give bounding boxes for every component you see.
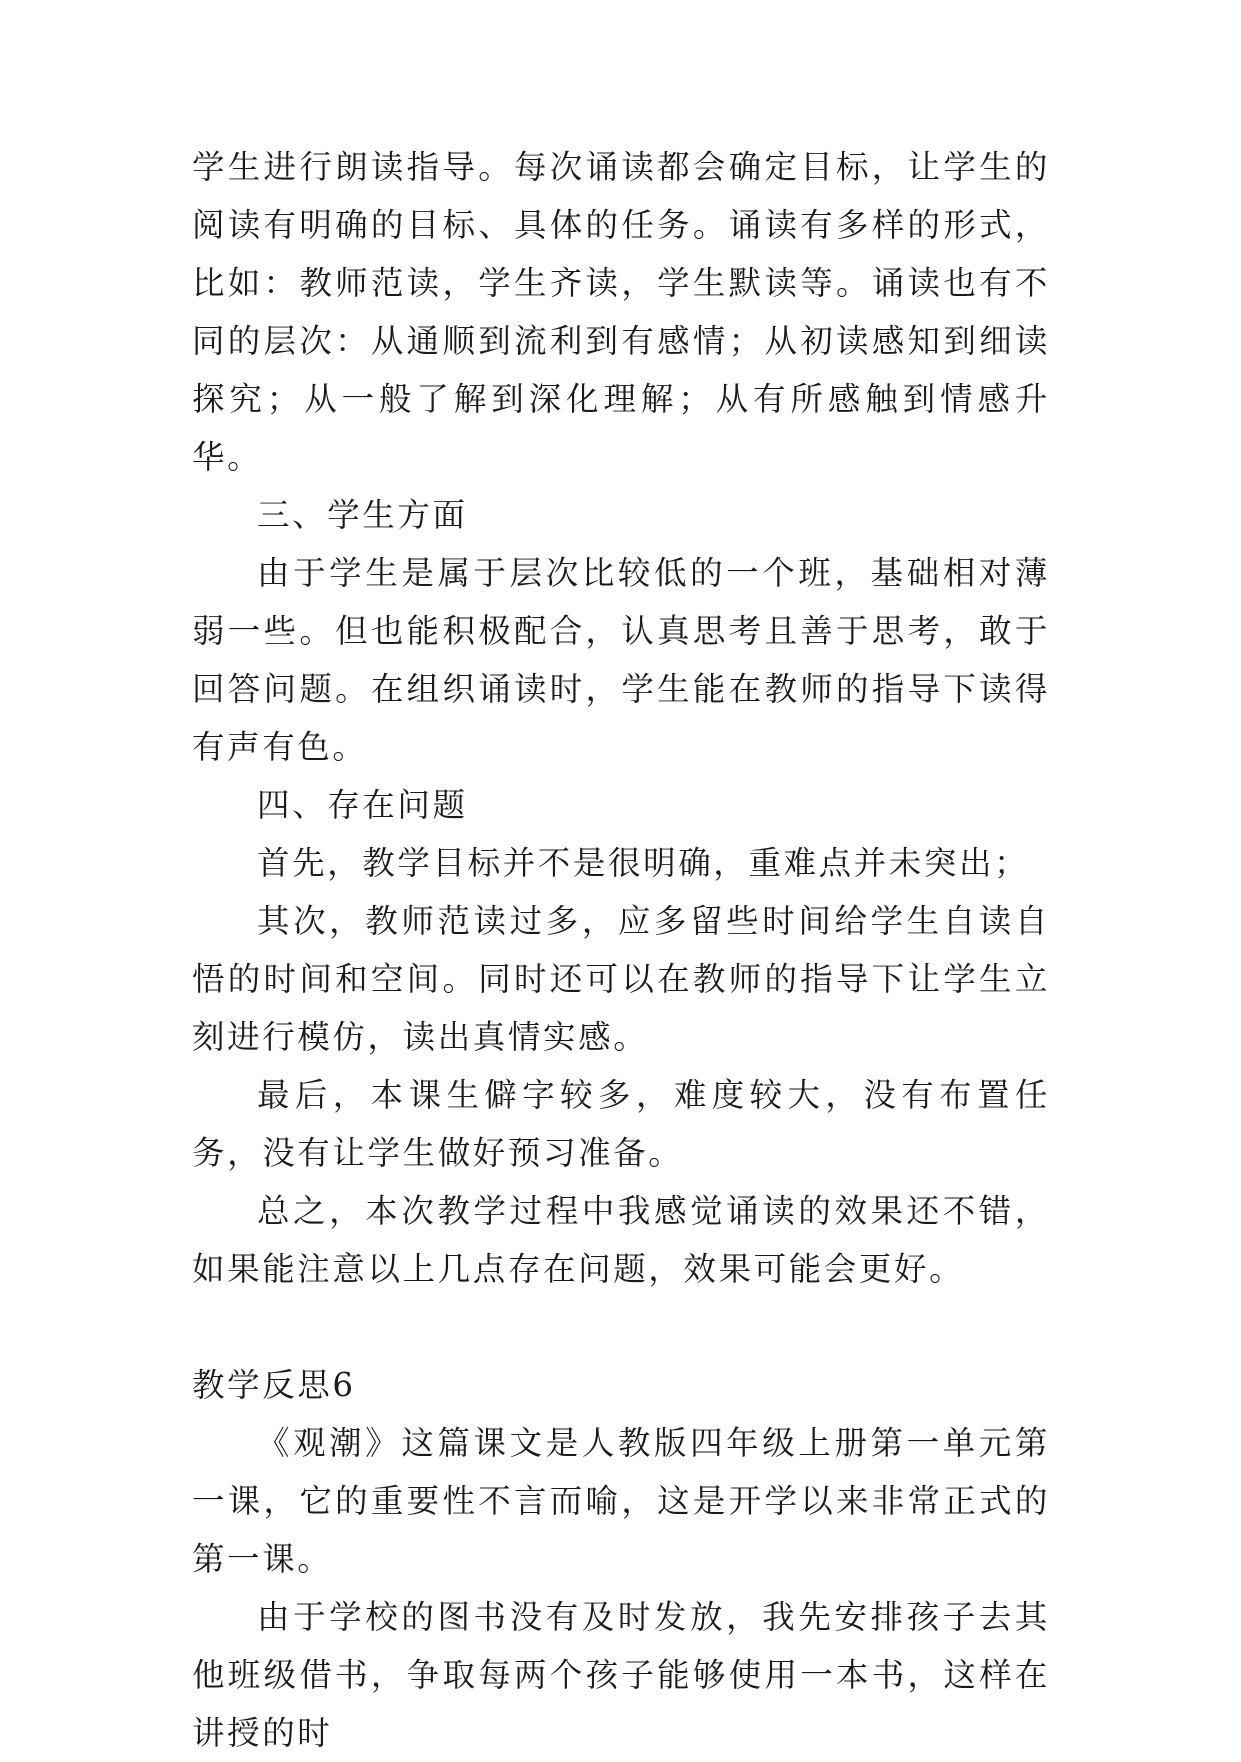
heading-students: 三、学生方面 xyxy=(257,496,468,534)
heading-problems: 四、存在问题 xyxy=(257,786,468,824)
paragraph-second: 其次，教师范读过多，应多留些时间给学生自读自悟的时间和空间。同时还可以在教师的指导下让学生立刻进行模仿，读出真情实感。 xyxy=(192,902,1050,1056)
paragraph-students: 由于学生是属于层次比较低的一个班，基础相对薄弱一些。但也能积极配合，认真思考且善于思考，敢于回答问题。在组织诵读时，学生能在教师的指导下读得有声有色。 xyxy=(192,554,1050,766)
paragraph-first: 首先，教学目标并不是很明确，重难点并未突出； xyxy=(257,844,1030,882)
paragraph-last: 最后，本课生僻字较多，难度较大，没有布置任务，没有让学生做好预习准备。 xyxy=(192,1076,1050,1172)
paragraph-books: 由于学校的图书没有及时发放，我先安排孩子去其他班级借书，争取每两个孩子能够使用一本书，这样在讲授的时 xyxy=(192,1598,1050,1752)
paragraph-summary: 总之，本次教学过程中我感觉诵读的效果还不错，如果能注意以上几点存在问题，效果可能会更好。 xyxy=(192,1192,1050,1288)
blank-line xyxy=(192,1298,1050,1356)
section-title: 教学反思6 xyxy=(192,1366,356,1404)
paragraph-guanchao: 《观潮》这篇课文是人教版四年级上册第一单元第一课，它的重要性不言而喻，这是开学以来非常正式的第一课。 xyxy=(192,1424,1050,1578)
document-body xyxy=(192,138,1050,1762)
paragraph-reading-guidance: 学生进行朗读指导。每次诵读都会确定目标，让学生的阅读有明确的目标、具体的任务。诵读有多样的形式，比如：教师范读，学生齐读，学生默读等。诵读也有不同的层次：从通顺到流利到有感情；从初读感知到细读探究；从一般了解到深化理解；从有所感触到情感升华。 xyxy=(192,148,1050,476)
